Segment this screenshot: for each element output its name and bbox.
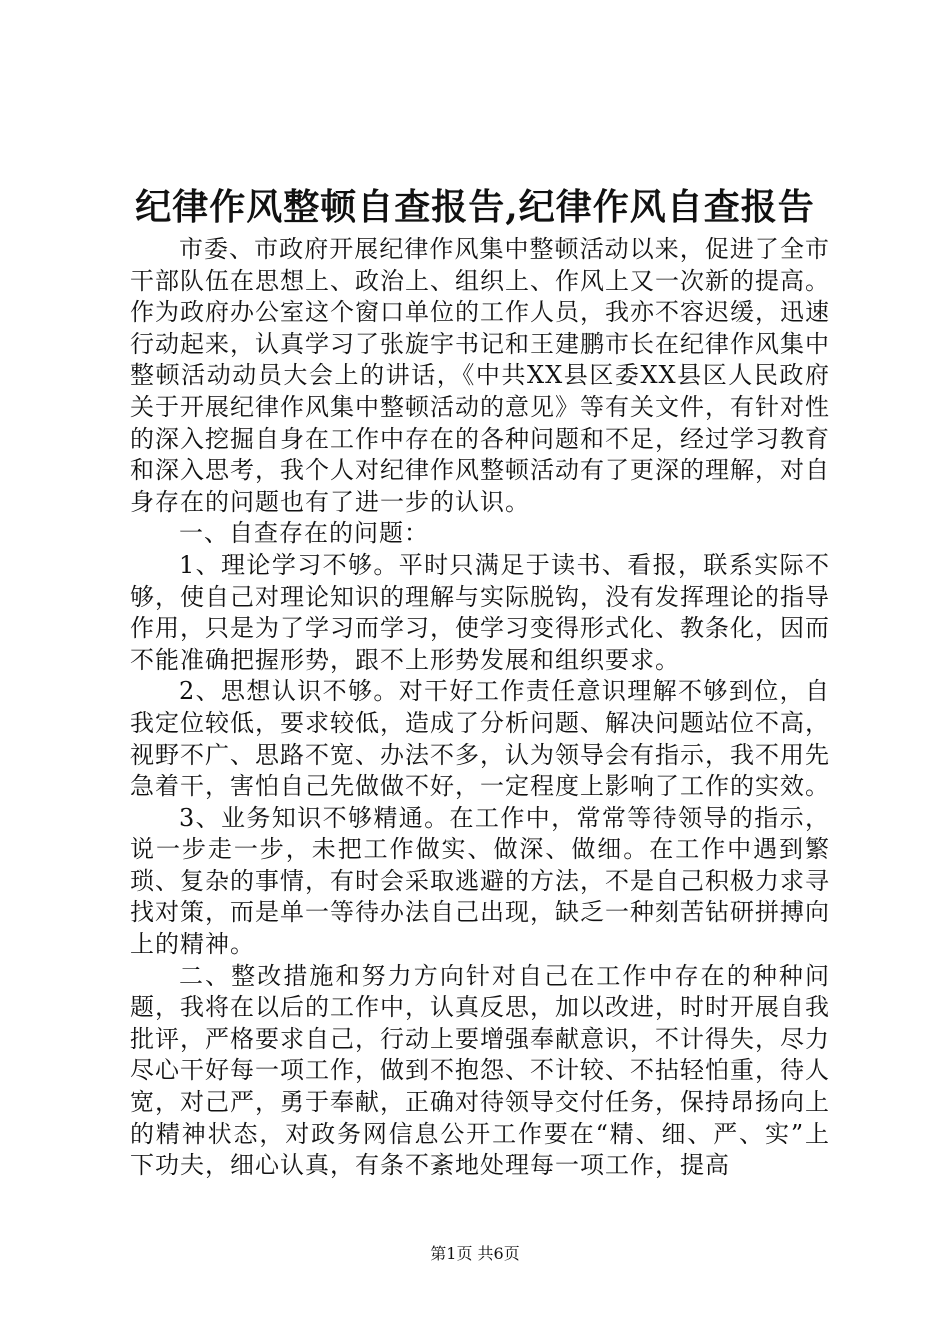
paragraph-intro: 市委、市政府开展纪律作风集中整顿活动以来，促进了全市干部队伍在思想上、政治上、组织上、作风上又一次新的提高。作为政府办公室这个窗口单位的工作人员，我亦不容迟缓，迅速行动起来，认真学习了张旋宇书记和王建鹏市长在纪律作风集中整顿活动动员大会上的讲话，《中共XX县区委XX县区人民政府关于开展纪律作风集中整顿活动的意见》等有关文件，有针对性的深入挖掘自身在工作中存在的各种问题和不足，经过学习教育和深入思考，我个人对纪律作风整顿活动有了更深的理解，对自身存在的问题也有了进一步的认识。	[130, 235, 830, 516]
paragraph-measures: 二、整改措施和努力方向针对自己在工作中存在的种种问题，我将在以后的工作中，认真反思，加以改进，时时开展自我批评，严格要求自己，行动上要增强奉献意识，不计得失，尽力尽心干好每一项工作，做到不抱怨、不计较、不拈轻怕重，待人宽，对己严，勇于奉献，正确对待领导交付任务，保持昂扬向上的精神状态，对政务网信息公开工作要在“精、细、严、实”上下功夫，细心认真，有条不紊地处理每一项工作，提高	[130, 961, 830, 1180]
paragraph-problem-2: 2、思想认识不够。对干好工作责任意识理解不够到位，自我定位较低，要求较低，造成了分析问题、解决问题站位不高，视野不广、思路不宽、办法不多，认为领导会有指示，我不用先急着干，害怕自己先做做不好，一定程度上影响了工作的实效。	[130, 677, 830, 801]
document-title: 纪律作风整顿自查报告,纪律作风自查报告	[135, 186, 815, 228]
paragraph-problem-1: 1、理论学习不够。平时只满足于读书、看报，联系实际不够，使自己对理论知识的理解与实际脱钩，没有发挥理论的指导作用，只是为了学习而学习，使学习变得形式化、教条化，因而不能准确把握形势，跟不上形势发展和组织要求。	[130, 550, 830, 674]
page-footer: 第1页 共6页	[430, 1244, 520, 1263]
document-body	[130, 234, 830, 1182]
paragraph-problem-3: 3、业务知识不够精通。在工作中，常常等待领导的指示，说一步走一步，未把工作做实、做深、做细。在工作中遇到繁琐、复杂的事情，有时会采取逃避的方法，不是自己积极力求寻找对策，而是单一等待办法自己出现，缺乏一种刻苦钻研拼搏向上的精神。	[130, 803, 830, 959]
section-heading-problems: 一、自查存在的问题：	[179, 519, 429, 548]
